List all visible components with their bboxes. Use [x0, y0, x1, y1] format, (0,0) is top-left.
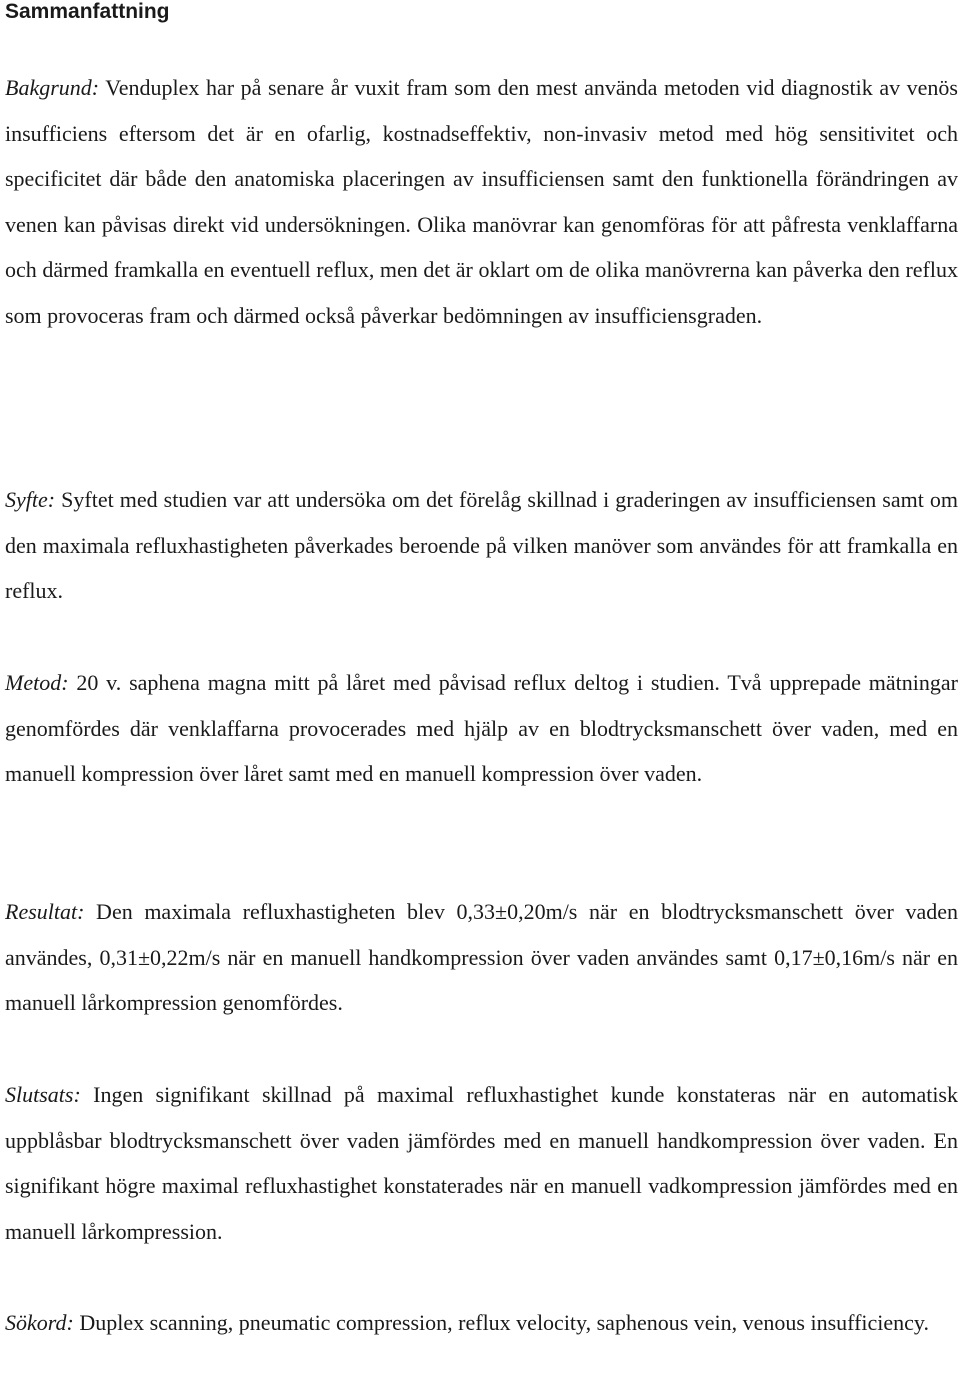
section-label-syfte: Syfte:: [5, 487, 56, 512]
section-label-sokord: Sökord:: [5, 1310, 74, 1335]
section-metod: [5, 660, 958, 797]
section-label-metod: Metod:: [5, 670, 69, 695]
section-bakgrund: [5, 65, 958, 338]
section-label-resultat: Resultat:: [5, 899, 85, 924]
section-text-resultat: Den maximala refluxhastigheten blev 0,33±0,20m/s när en blodtrycksmanschett över vaden användes, 0,31±0,22m/s när en manuell handkompression över vaden användes samt 0,17±0,16m/s när en manuell lårkompression genomfördes.: [5, 899, 958, 1015]
section-syfte: [5, 477, 958, 614]
section-text-slutsats: Ingen signifikant skillnad på maximal refluxhastighet kunde konstateras när en automatisk uppblåsbar blodtrycksmanschett över vaden jämfördes med en manuell handkompression över vaden. En signifikant högre maximal refluxhastighet konstaterades när en manuell vadkompression jämfördes med en manuell lårkompression.: [5, 1082, 958, 1244]
section-text-bakgrund: Venduplex har på senare år vuxit fram som den mest använda metoden vid diagnostik av venös insufficiens eftersom det är en ofarlig, kostnadseffektiv, non-invasiv metod med hög sensitivitet och specificitet där både den anatomiska placeringen av insufficiensen samt den funktionella förändringen av venen kan påvisas direkt vid undersökningen. Olika manövrar kan genomföras för att påfresta venklaffarna och därmed framkalla en eventuell reflux, men det är oklart om de olika manövrerna kan påverka den reflux som provoceras fram och därmed också påverkar bedömningen av insufficiensgraden.: [5, 75, 958, 328]
section-text-metod: 20 v. saphena magna mitt på låret med påvisad reflux deltog i studien. Två upprepade mätningar genomfördes där venklaffarna provocerades med hjälp av en blodtrycksmanschett över vaden, med en manuell kompression över låret samt med en manuell kompression över vaden.: [5, 670, 958, 786]
section-label-slutsats: Slutsats:: [5, 1082, 81, 1107]
page-title: Sammanfattning: [5, 0, 170, 23]
section-text-sokord: Duplex scanning, pneumatic compression, reflux velocity, saphenous vein, venous insufficiency.: [73, 1310, 929, 1335]
section-label-bakgrund: Bakgrund:: [5, 75, 100, 100]
section-text-syfte: Syftet med studien var att undersöka om det förelåg skillnad i graderingen av insufficiensen samt om den maximala refluxhastigheten påverkades beroende på vilken manöver som användes för att framkalla en reflux.: [5, 487, 958, 603]
document-page: [5, 0, 958, 1335]
section-sokord: [5, 1300, 958, 1346]
section-slutsats: [5, 1072, 958, 1254]
section-resultat: [5, 889, 958, 1026]
